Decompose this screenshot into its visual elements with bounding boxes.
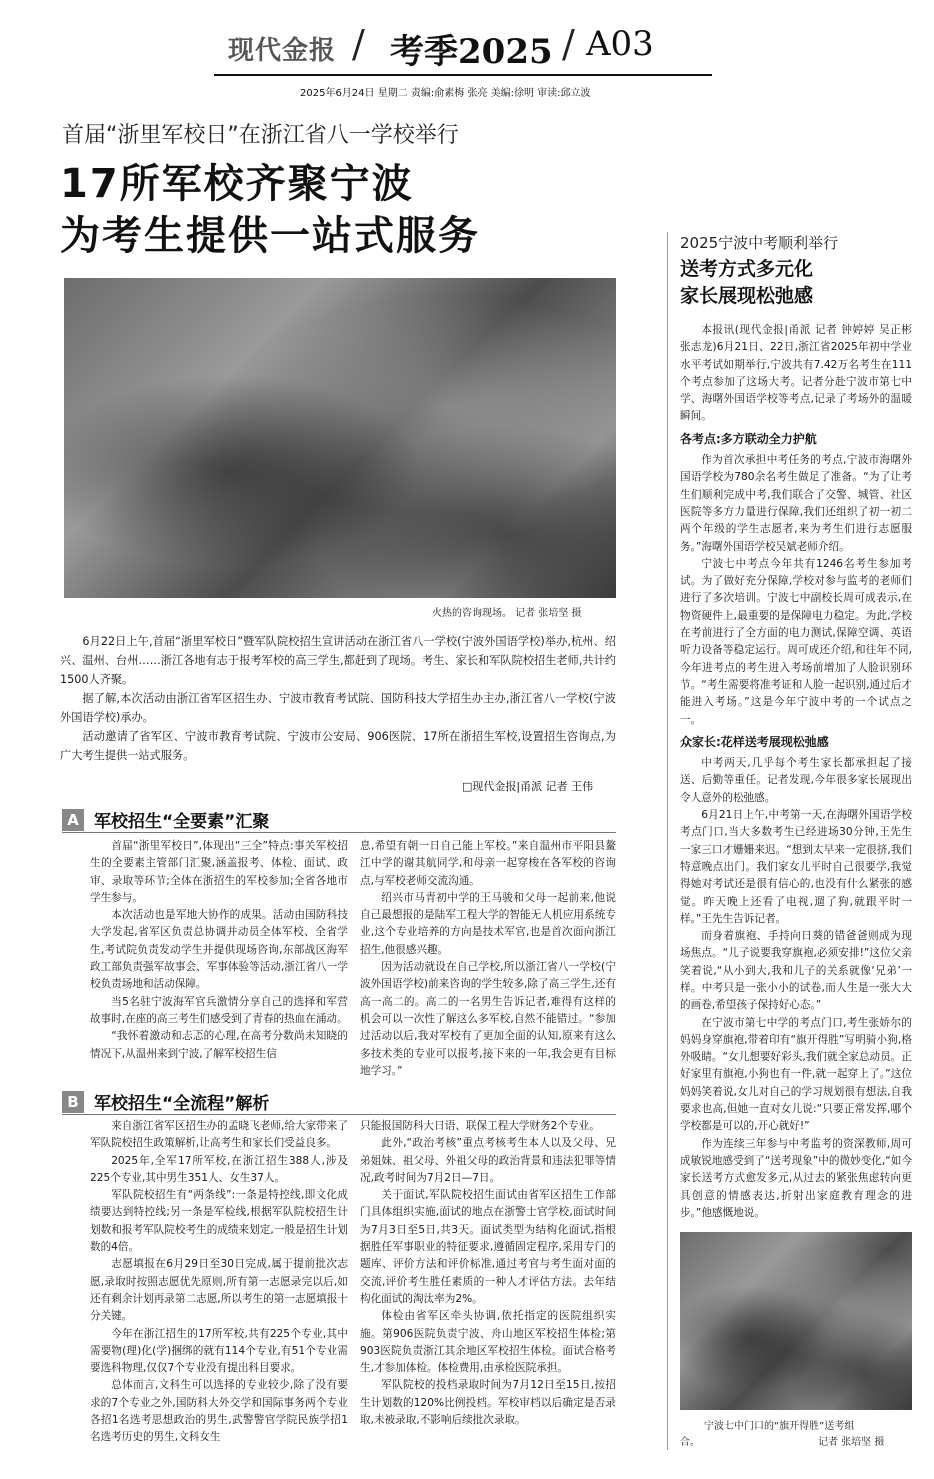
section-a-title: 军校招生“全要素”汇聚	[94, 812, 270, 832]
crowd-photo	[64, 278, 616, 598]
paragraph: “我怀着激动和忐忑的心理,在高考分数尚未知晓的情况下,从温州来到宁波,了解军校招生信	[90, 1030, 348, 1060]
paragraph: 作为连续三年参与中考监考的资深教师,周可成敏锐地感受到了“送考现象”中的微妙变化,“如今家长送考方式愈发多元,从过去的紧张焦虑转向更具创意的情感表达,折射出家庭教育理念的进步。”他感慨地说。	[680, 1137, 912, 1219]
paragraph: 首届“浙里军校日”,体现出“三全”特点:事关军校招生的全要素主管部门汇聚,涵盖报考、体检、面试、政审、录取等环节;全体在浙招生的军校参加;全省各地市学生参与。	[90, 840, 348, 904]
section-title: 考季2025	[390, 32, 553, 72]
section-b-rule	[62, 1114, 616, 1115]
paragraph: 军队院校的投档录取时间为7月12日至15日,按招生计划数的120%比例投档。军校审档以后确定是否录取,未被录取,不影响后续批次录取。	[360, 1379, 616, 1427]
lead-paragraph: 据了解,本次活动由浙江省军区招生办、宁波市教育考试院、国防科技大学招生办主办,浙江省八一学校(宁波外国语学校)承办。	[60, 692, 616, 724]
paragraph: 6月21日上午,中考第一天,在海曙外国语学校考点门口,当大多数考生已经进场30分钟,王先生一家三口才姗姗来迟。“想到太早来一定很挤,我们特意晚点出门。我们家女儿平时自己很要学,我觉得她对考试还是很有信心的,也没有什么紧张的感觉。昨天晚上还看了电视,遛了狗,就跟平时一样。”王先生告诉记者。	[680, 809, 912, 925]
lead-text	[60, 632, 616, 765]
section-a-rule	[62, 832, 616, 833]
masthead-divider: /	[352, 22, 365, 66]
masthead-rule	[214, 74, 712, 76]
paragraph: 来自浙江省军区招生办的孟晓飞老师,给大家带来了军队院校招生政策解析,让高考生和家长们受益良多。	[90, 1120, 348, 1150]
paragraph: 息,希望有朝一日自己能上军校。”来自温州市平阳县鳌江中学的谢其航同学,和母亲一起穿梭在各军校的咨询点,与军校老师交流沟通。	[360, 840, 616, 887]
paragraph: 宁波七中考点今年共有1246名考生参加考试。为了做好充分保障,学校对参与监考的老师们进行了多次培训。宁波七中副校长周可成表示,在物资硬件上,最重要的是保障电力稳定。为此,学校在考前进行了全方面的电力测试,保障空调、英语听力设备等稳定运行。周可成还介绍,和往年不同,今年进考点的考生进入考场前增加了人脸识别环节。“考生需要将准考证和人脸一起识别,通过后才能进入考场。”这是今年宁波中考的一个试点之一。	[680, 557, 912, 726]
section-b-badge: B	[62, 1091, 84, 1113]
sidebar-photo-caption-line2: 合。	[680, 1437, 700, 1448]
sidebar-body	[680, 322, 912, 1222]
paragraph: 而身着旗袍、手持向日葵的错爸爸则成为现场焦点。“儿子说要我穿旗袍,必须安排!”这位父亲笑着说,“从小到大,我和儿子的关系就像‘兄弟’一样。中考只是一张小小的试卷,而人生是一张大大的画卷,希望孩子保持好心态。”	[680, 930, 912, 1012]
parent-dog-photo	[680, 1232, 912, 1410]
paragraph: 关于面试,军队院校招生面试由省军区招生工作部门具体组织实施,面试的地点在浙警士官学校,面试时间为7月3日至5日,共3天。面试类型为结构化面试,指根据胜任军事职业的特征要求,遵循固定程序,采用专门的题库、评价方法和评价标准,通过考官与考生面对面的交流,评价考生胜任素质的一种人才评估方法。去年结构化面试的淘汰率为2%。	[360, 1189, 616, 1305]
paragraph: 当5名驻宁波海军官兵激情分享自己的选择和军营故事时,在座的高三考生们感受到了青春的热血在涌动。	[90, 995, 348, 1025]
section-b-title: 军校招生“全流程”解析	[94, 1094, 270, 1114]
paragraph: 只能报国防科大日语、联保工程大学财务2个专业。	[360, 1120, 600, 1132]
sidebar-divider	[667, 232, 668, 1450]
main-byline: □现代金报|甬派 记者 王伟	[462, 780, 594, 793]
sidebar-kicker: 2025宁波中考顺利举行	[680, 234, 839, 252]
paragraph: 此外,“政治考核”重点考核考生本人以及父母、兄弟姐妹、祖父母、外祖父母的政治背景和违法犯罪等情况,政考时间为7月2日—7日。	[360, 1137, 616, 1184]
sidebar-photo-caption-line1: 宁波七中门口的“旗开得胜”送考组	[704, 1421, 855, 1432]
section-b-header	[62, 1089, 269, 1114]
lead-paragraph: 活动邀请了省军区、宁波市教育考试院、宁波市公安局、906医院、17所在浙招生军校,设置招生咨询点,为广大考生提供一站式服务。	[60, 730, 616, 762]
paragraph: 今年在浙江招生的17所军校,共有225个专业,其中需要物(理)化(学)捆绑的就有114个专业,有51个专业需要选科物理,仅仅7个专业没有提出科目要求。	[90, 1327, 348, 1375]
sidebar-subhead-2: 众家长:花样送考展现松弛感	[680, 734, 829, 749]
section-a-column-1	[90, 838, 348, 1063]
paragraph: 总体而言,文科生可以选择的专业较少,除了没有要求的7个专业之外,国防科大外交学和国际事务两个专业各招1名选考思想政治的男生,武警警官学院民族学招1名选考历史的男生,文科女生	[90, 1379, 348, 1444]
sidebar-lead: 本报讯(现代金报|甬派 记者 钟婷婷 吴正彬 张志龙)6月21日、22日,浙江省2025年初中学业水平考试如期举行,宁波共有7.42万名考生在111个考点参加了这场大考。记者分赴宁波市第七中学、海曙外国语学校等考点,记录了考场外的温暖瞬间。	[680, 324, 912, 423]
section-a-header	[62, 807, 269, 832]
section-b-column-2	[360, 1118, 616, 1429]
paragraph: 中考两天,几乎每个考生家长都承担起了接送、后勤等重任。记者发现,今年很多家长展现出令人意外的松弛感。	[680, 757, 912, 804]
sidebar-headline-line2: 家长展现松弛感	[680, 285, 814, 307]
page-number: A03	[586, 24, 654, 64]
masthead-divider: /	[562, 22, 575, 66]
main-headline-line1: 17所军校齐聚宁波	[60, 161, 414, 207]
section-a-column-2	[360, 838, 616, 1080]
main-kicker: 首届“浙里军校日”在浙江省八一学校举行	[62, 123, 459, 148]
dateline: 2025年6月24日 星期二 责编:俞素梅 张亮 美编:徐明 审读:邱立波	[300, 88, 591, 99]
sidebar-subhead-1: 各考点:多方联动全力护航	[680, 431, 817, 446]
paragraph: 绍兴市马青初中学的王马骏和父母一起前来,他说自己最想报的是陆军工程大学的智能无人机应用系统专业,这个专业培养的方向是技术军官,也是首次面向浙江招生,他很感兴趣。	[360, 891, 616, 956]
sidebar-photo-credit: 记者 张培坚 摄	[818, 1437, 885, 1448]
paragraph: 因为活动就设在自己学校,所以浙江省八一学校(宁波外国语学校)前来咨询的学生较多,除了高三学生,还有高一高二的。高二的一名男生告诉记者,难得有这样的机会可以一次性了解这么多军校,自然不能错过。“参加过活动以后,我对军校有了更加全面的认知,原来有这么多技术类的专业可以报考,接下来的一年,我会更有目标地学习。”	[360, 961, 616, 1077]
paragraph: 在宁波市第七中学的考点门口,考生张娇尔的妈妈身穿旗袍,带着印有“旗开得胜”写明骑小狗,格外吸睛。“女儿想要好彩头,我们就全家总动员。正好家里有旗袍,小狗也有一件,就一起穿上了。”这位妈妈笑着说,女儿对自己的学习规划很有想法,自我要求也高,但她一直对女儿说:“只要正常发挥,哪个学校都是可以的,开心就好!”	[680, 1016, 912, 1133]
sidebar-headline-line1: 送考方式多元化	[680, 258, 814, 280]
main-headline-line2: 为考生提供一站式服务	[60, 213, 480, 259]
section-b-column-1	[90, 1118, 348, 1447]
section-a-badge: A	[62, 809, 84, 831]
newspaper-brand: 现代金报	[228, 36, 337, 66]
paragraph: 2025年,全军17所军校,在浙江招生388人,涉及225个专业,其中男生351人、女生37人。	[90, 1154, 348, 1184]
lead-paragraph: 6月22日上午,首届“浙里军校日”暨军队院校招生宣讲活动在浙江省八一学校(宁波外国语学校)举办,杭州、绍兴、温州、台州……浙江各地有志于报考军校的高三学生,都赶到了现场。考生、家长和军队院校招生老师,共计约1500人齐聚。	[60, 635, 616, 686]
paragraph: 军队院校招生有“两条线”:一条是特控线,即文化成绩要达到特控线;另一条是军检线,根据军队院校招生计划数和报考军队院校考生的成绩来划定,一般是招生计划数的4倍。	[90, 1189, 348, 1254]
photo-caption: 火热的咨询现场。 记者 张培坚 摄	[432, 608, 582, 619]
paragraph: 体检由省军区牵头协调,依托指定的医院组织实施。第906医院负责宁波、舟山地区军校招生体检;第903医院负责浙江其余地区军校招生体检。面试合格考生,才参加体检。体检费用,由承检医院承担。	[360, 1310, 616, 1375]
paragraph: 作为首次承担中考任务的考点,宁波市海曙外国语学校为780余名考生做足了准备。“为了让考生们顺利完成中考,我们联合了交警、城管、社区医院等多方力量进行保障,我们还组织了初一初二两个年级的学生志愿者,来为考生们进行志愿服务。”海曙外国语学校吴斌老师介绍。	[680, 454, 912, 553]
paragraph: 志愿填报在6月29日至30日完成,属于提前批次志愿,录取时按照志愿优先原则,所有第一志愿录完以后,如还有剩余计划再录第二志愿,所以考生的第一志愿填报十分关键。	[90, 1258, 348, 1323]
paragraph: 本次活动也是军地大协作的成果。活动由国防科技大学发起,省军区负责总协调并动员全体军校、全省学生,考试院负责发动学生并提供现场咨询,东部战区海军政工部负责强军故事会、军事体验等活动,浙江省八一学校负责场地和活动保障。	[90, 909, 348, 991]
